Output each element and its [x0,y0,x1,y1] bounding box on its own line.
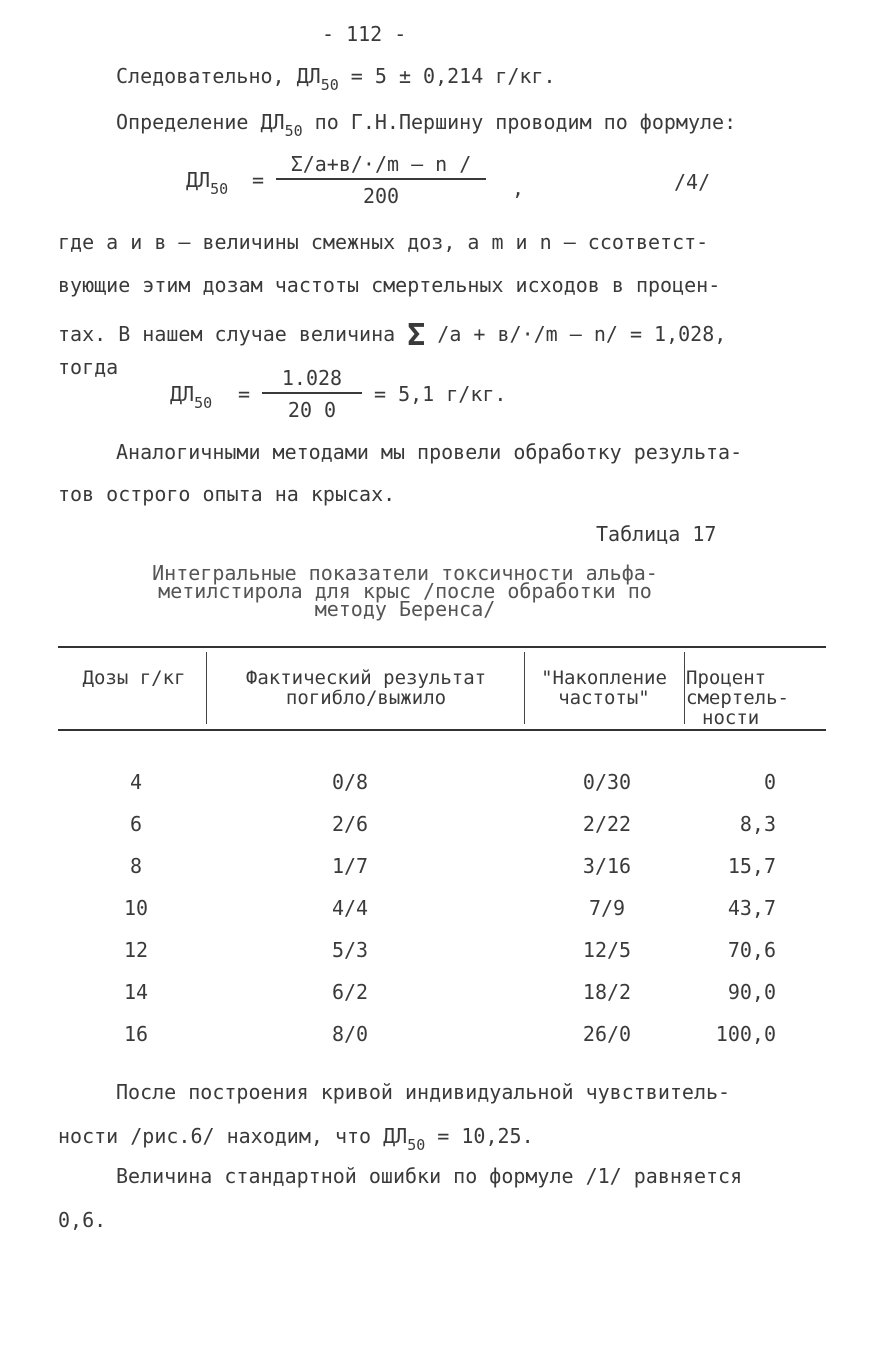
result-formula-lhs-text: ДЛ [170,382,195,406]
method-sub: 50 [284,122,303,140]
header-percent-line1: Процент [686,667,767,689]
method-line [116,110,737,140]
table-caption-line1: Интегральные показатели токсичности альфа- [152,561,658,585]
cell-percent: 90,0 [727,980,776,1004]
cell-accumulated: 26/0 [582,1022,632,1046]
cell-dose: 12 [123,938,149,962]
para3-line2-suffix: = 10,25. [425,1124,534,1148]
header-accum-line2: частоты" [558,687,650,709]
table-top-rule [58,646,826,648]
sigma-symbol: Σ [407,318,426,353]
formula-4-equals: = [252,168,265,192]
cell-dose: 6 [129,812,143,836]
result-formula-lhs-sub: 50 [194,394,213,412]
para1-line1: где а и в – величины смежных доз, а m и n – ссответст- [58,230,709,254]
para4-line1: Величина стандартной ошибки по формуле /1/ равняется [116,1164,743,1188]
formula-4-lhs-text: ДЛ [186,168,211,192]
cell-result: 0/8 [331,770,369,794]
result-denominator: 20 0 [287,398,337,422]
result-value: = 5,1 г/кг. [374,382,507,406]
conclusion-sub: 50 [320,76,339,94]
cell-dose: 4 [129,770,143,794]
cell-accumulated: 3/16 [582,854,632,878]
cell-accumulated: 2/22 [582,812,632,836]
cell-result: 2/6 [331,812,369,836]
header-doses [66,668,202,688]
table-caption-line2: метилстирола для крыс /после обработки по [158,579,652,603]
cell-dose: 10 [123,896,149,920]
para3-line2-prefix: ности /рис.6/ находим, что ДЛ [58,1124,408,1148]
para1-line3-suffix: /а + в/·/m – n/ = 1,028, [425,322,727,346]
result-formula-lhs [170,382,213,412]
result-numerator: 1.028 [262,366,362,394]
conclusion-suffix: = 5 ± 0,214 г/кг. [338,64,556,88]
para1-line3-prefix: тах. В нашем случае величина [58,322,408,346]
para1-line4: тогда [58,355,119,379]
table-divider-3 [684,652,685,724]
cell-accumulated: 18/2 [582,980,632,1004]
cell-percent: 15,7 [727,854,776,878]
cell-result: 8/0 [331,1022,369,1046]
para4-line2: 0,6. [58,1208,107,1232]
page-number: - 112 - [322,22,407,46]
cell-percent: 8,3 [739,812,776,836]
cell-percent: 70,6 [727,938,776,962]
formula-4-fraction [276,152,486,208]
table-divider-2 [524,652,525,724]
cell-result: 1/7 [331,854,369,878]
header-accum-line1: "Накопление [541,667,667,689]
para1-line3 [58,314,727,353]
conclusion-line [116,64,556,94]
method-prefix: Определение ДЛ [116,110,285,134]
header-actual-line1: Фактический результат [245,667,487,689]
cell-result: 6/2 [331,980,369,1004]
header-accumulated [526,668,682,708]
table-header-rule [58,729,826,731]
cell-percent: 0 [763,770,776,794]
formula-4-lhs-sub: 50 [210,180,229,198]
cell-dose: 16 [123,1022,149,1046]
header-actual-result [210,668,522,708]
para1-line2: вующие этим дозам частоты смертельных исходов в процен- [58,273,721,297]
formula-4-comma: , [512,176,525,200]
conclusion-prefix: Следовательно, ДЛ [116,64,321,88]
table-caption [115,561,695,621]
cell-accumulated: 0/30 [582,770,632,794]
cell-accumulated: 7/9 [588,896,626,920]
cell-percent: 100,0 [715,1022,776,1046]
method-suffix: по Г.Н.Першину проводим по формуле: [302,110,737,134]
formula-4-lhs [186,168,229,198]
table-caption-line3: методу Беренса/ [314,597,496,621]
formula-4-number: /4/ [674,170,711,194]
para2-line1: Аналогичными методами мы провели обработку результа- [116,440,743,464]
formula-4-numerator: Σ/a+в/·/m – n / [276,152,486,180]
cell-percent: 43,7 [727,896,776,920]
cell-result: 4/4 [331,896,369,920]
cell-result: 5/3 [331,938,369,962]
result-fraction [262,366,362,422]
header-percent [686,667,789,729]
header-percent-line3: ности [702,707,760,729]
para3-line1: После построения кривой индивидуальной чувствитель- [116,1080,731,1104]
cell-dose: 8 [129,854,143,878]
table-divider-1 [206,652,207,724]
table-label: Таблица 17 [596,522,717,546]
para3-line2-sub: 50 [407,1136,426,1154]
header-doses-line1: Дозы г/кг [82,667,186,689]
cell-accumulated: 12/5 [582,938,632,962]
header-actual-line2: погибло/выжило [285,687,447,709]
cell-dose: 14 [123,980,149,1004]
formula-4-denominator: 200 [362,184,400,208]
para2-line2: тов острого опыта на крысах. [58,482,396,506]
result-formula-equals: = [238,382,251,406]
header-percent-line2: смертель- [686,687,789,709]
para3-line2 [58,1124,534,1154]
